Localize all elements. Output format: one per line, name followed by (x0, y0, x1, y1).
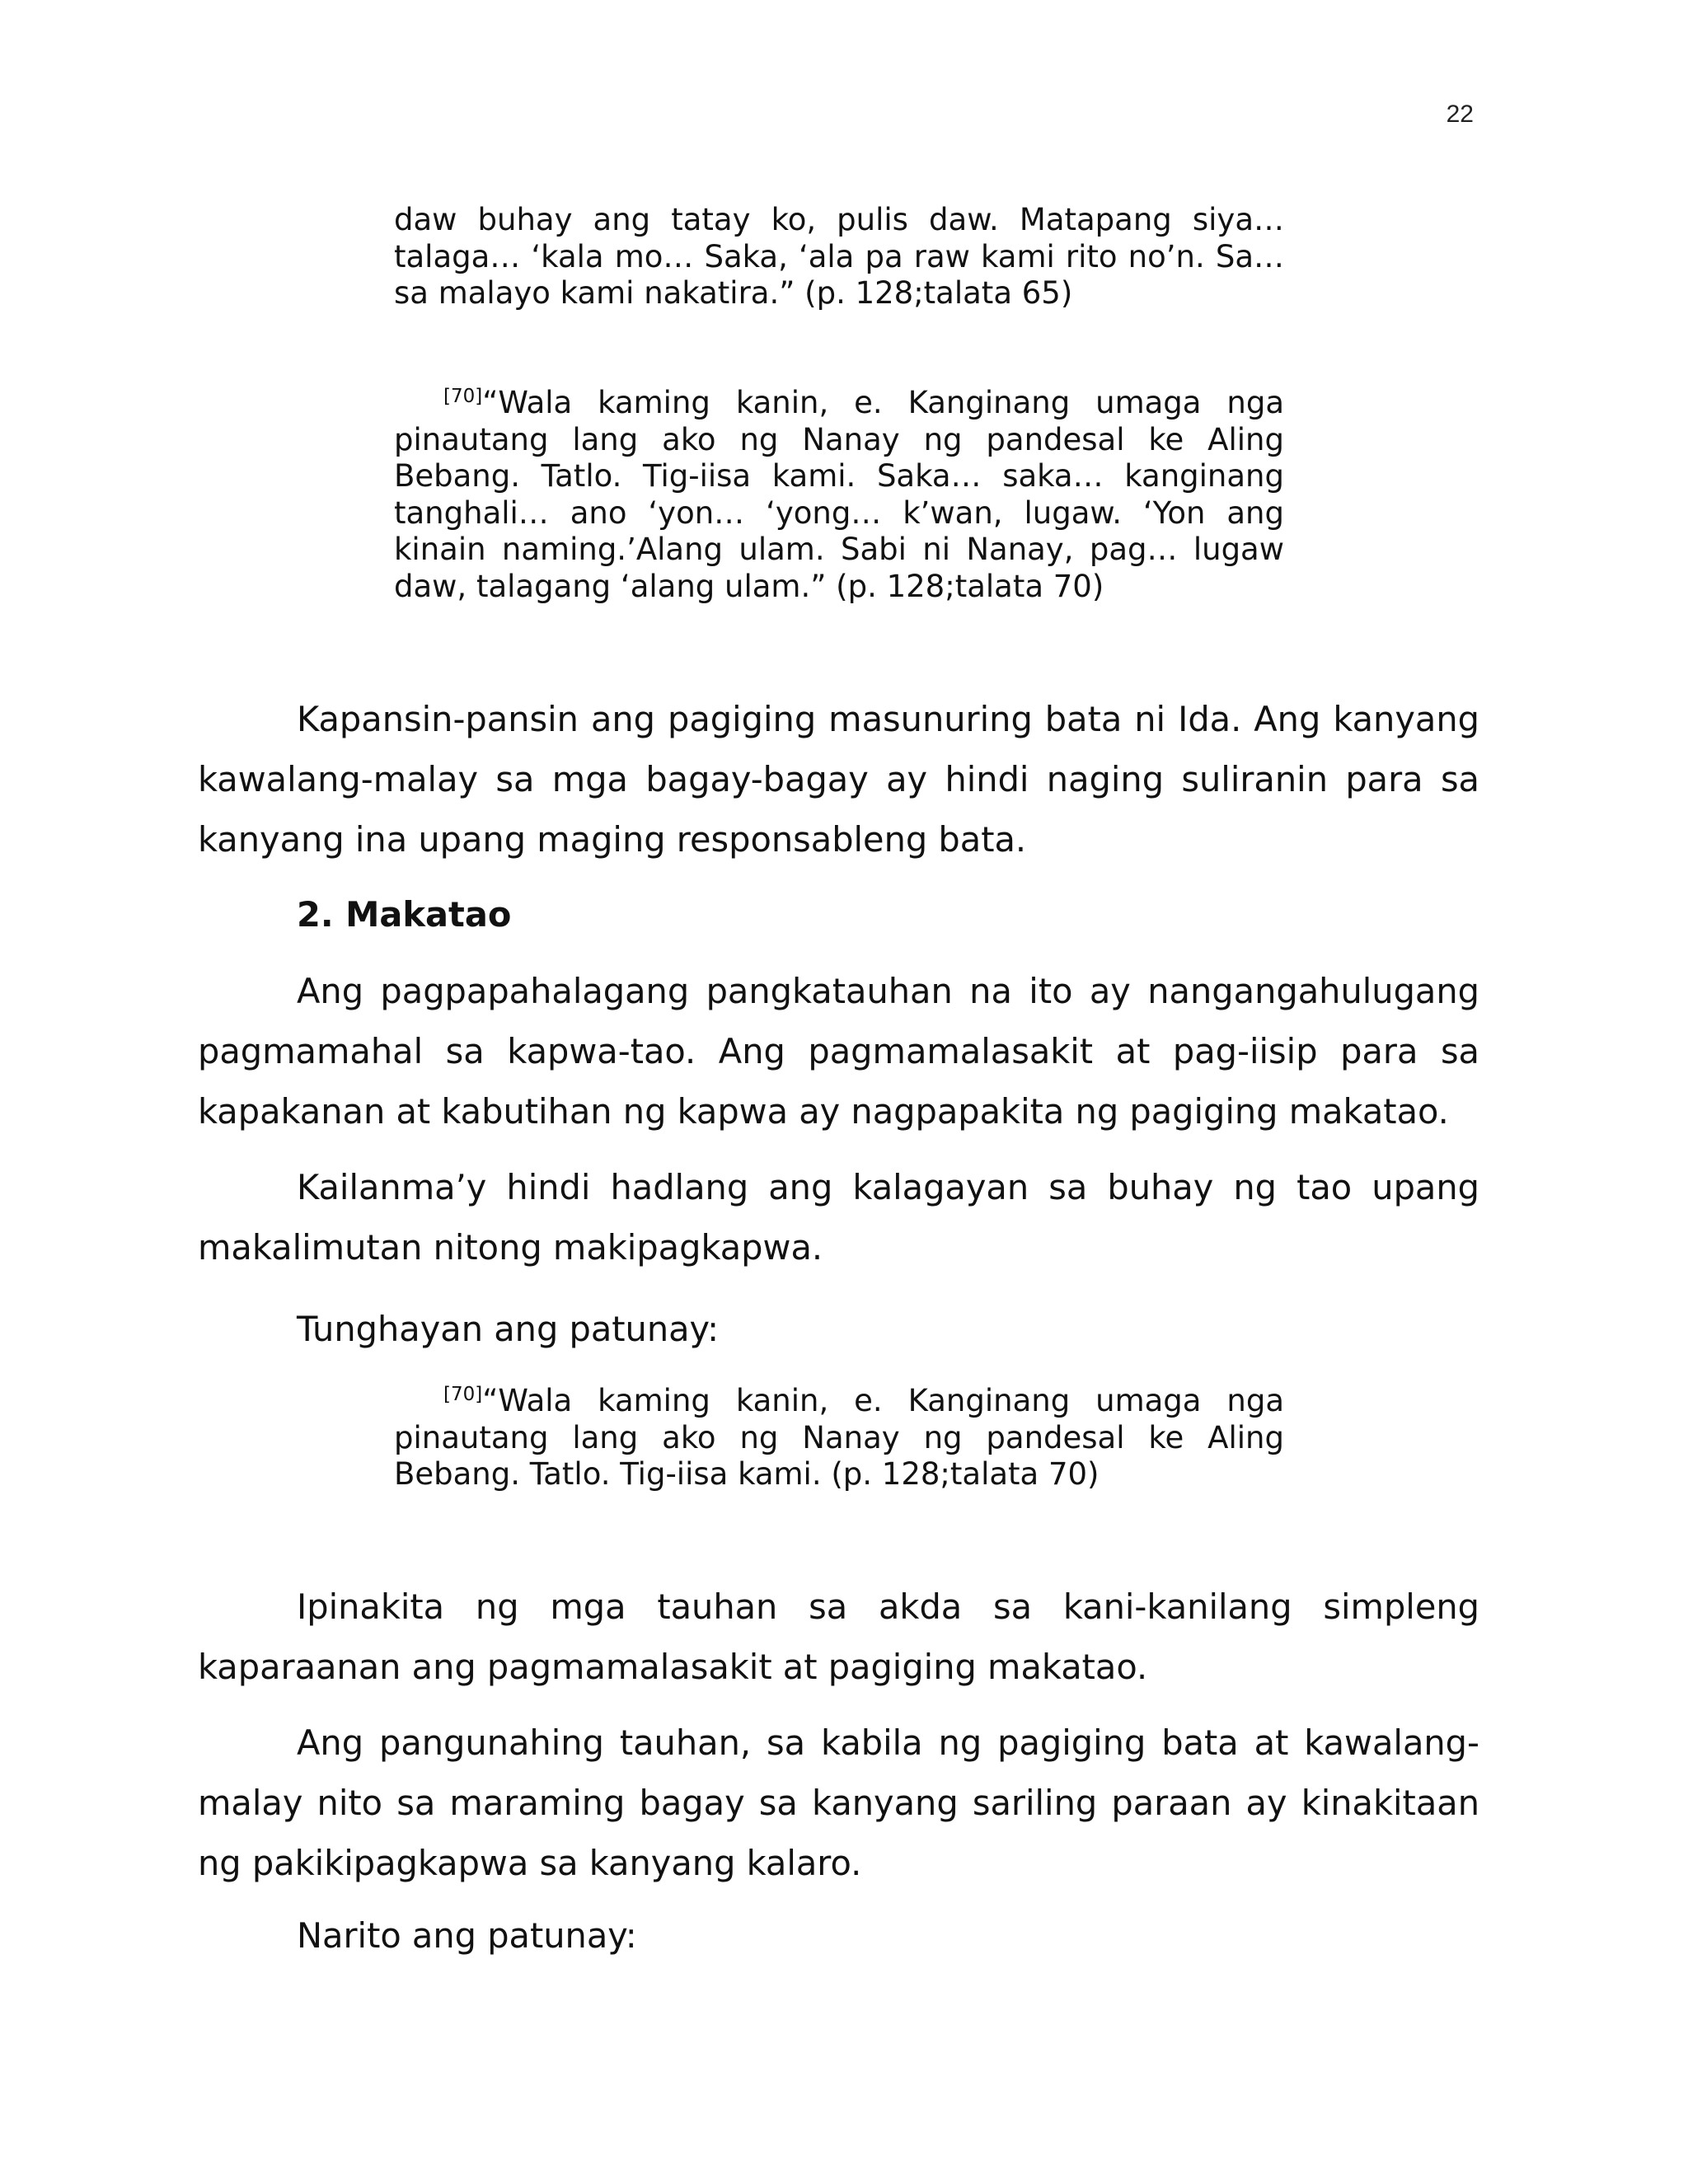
page-number: 22 (1446, 101, 1474, 128)
body-paragraph: Ang pagpapahalagang pangkatauhan na ito ay nangangahulugang pagmamahal sa kapwa-tao. Ang pagmamalasakit at pag-iisip para sa kapakanan at kabutihan ng kapwa ay nagpapakita ng pagiging makatao. (198, 971, 1479, 1132)
lead-in-text: Narito ang patunay: (297, 1915, 637, 1956)
body-paragraph: Kapansin-pansin ang pagiging masunuring bata ni Ida. Ang kanyang kawalang-malay sa mga bagay-bagay ay hindi naging suliranin para sa kanyang ina upang maging responsableng bata. (198, 699, 1479, 860)
block-quote-3 (394, 1383, 1284, 1493)
lead-in-text: Tunghayan ang patunay: (297, 1309, 720, 1349)
body-paragraph: Kailanma’y hindi hadlang ang kalagayan sa buhay ng tao upang makalimutan nitong makipagkapwa. (198, 1167, 1479, 1268)
paragraph-reference: [70] (443, 386, 483, 407)
block-quote-text: “Wala kaming kanin, e. Kanginang umaga nga pinautang lang ako ng Nanay ng pandesal ke Aling Bebang. Tatlo. Tig-iisa kami. (p. 128;talata 70) (394, 1383, 1284, 1492)
section-heading: 2. Makatao (297, 894, 512, 935)
body-paragraph: Ipinakita ng mga tauhan sa akda sa kani-kanilang simpleng kaparaanan ang pagmamalasakit at pagiging makatao. (198, 1586, 1479, 1687)
paragraph-reference: [70] (443, 1384, 483, 1405)
block-quote-text: daw buhay ang tatay ko, pulis daw. Matapang siya… talaga… ‘kala mo… Saka, ‘ala pa raw kami rito no’n. Sa… sa malayo kami nakatira.” (p. 128;talata 65) (394, 202, 1284, 311)
block-quote-2 (394, 385, 1284, 605)
body-paragraph: Ang pangunahing tauhan, sa kabila ng pagiging bata at kawalang-malay nito sa maraming bagay sa kanyang sariling paraan ay kinakitaan ng pakikipagkapwa sa kanyang kalaro. (198, 1722, 1479, 1883)
block-quote-1 (394, 202, 1284, 312)
block-quote-text: “Wala kaming kanin, e. Kanginang umaga nga pinautang lang ako ng Nanay ng pandesal ke Aling Bebang. Tatlo. Tig-iisa kami. Saka… saka… kanginang tanghali… ano ‘yon… ‘yong… k’wan, lugaw. ‘Yon ang kinain naming.’Alang ulam. Sabi ni Nanay, pag… lugaw daw, talagang ‘alang ulam.” (p. 128;talata 70) (394, 385, 1284, 604)
